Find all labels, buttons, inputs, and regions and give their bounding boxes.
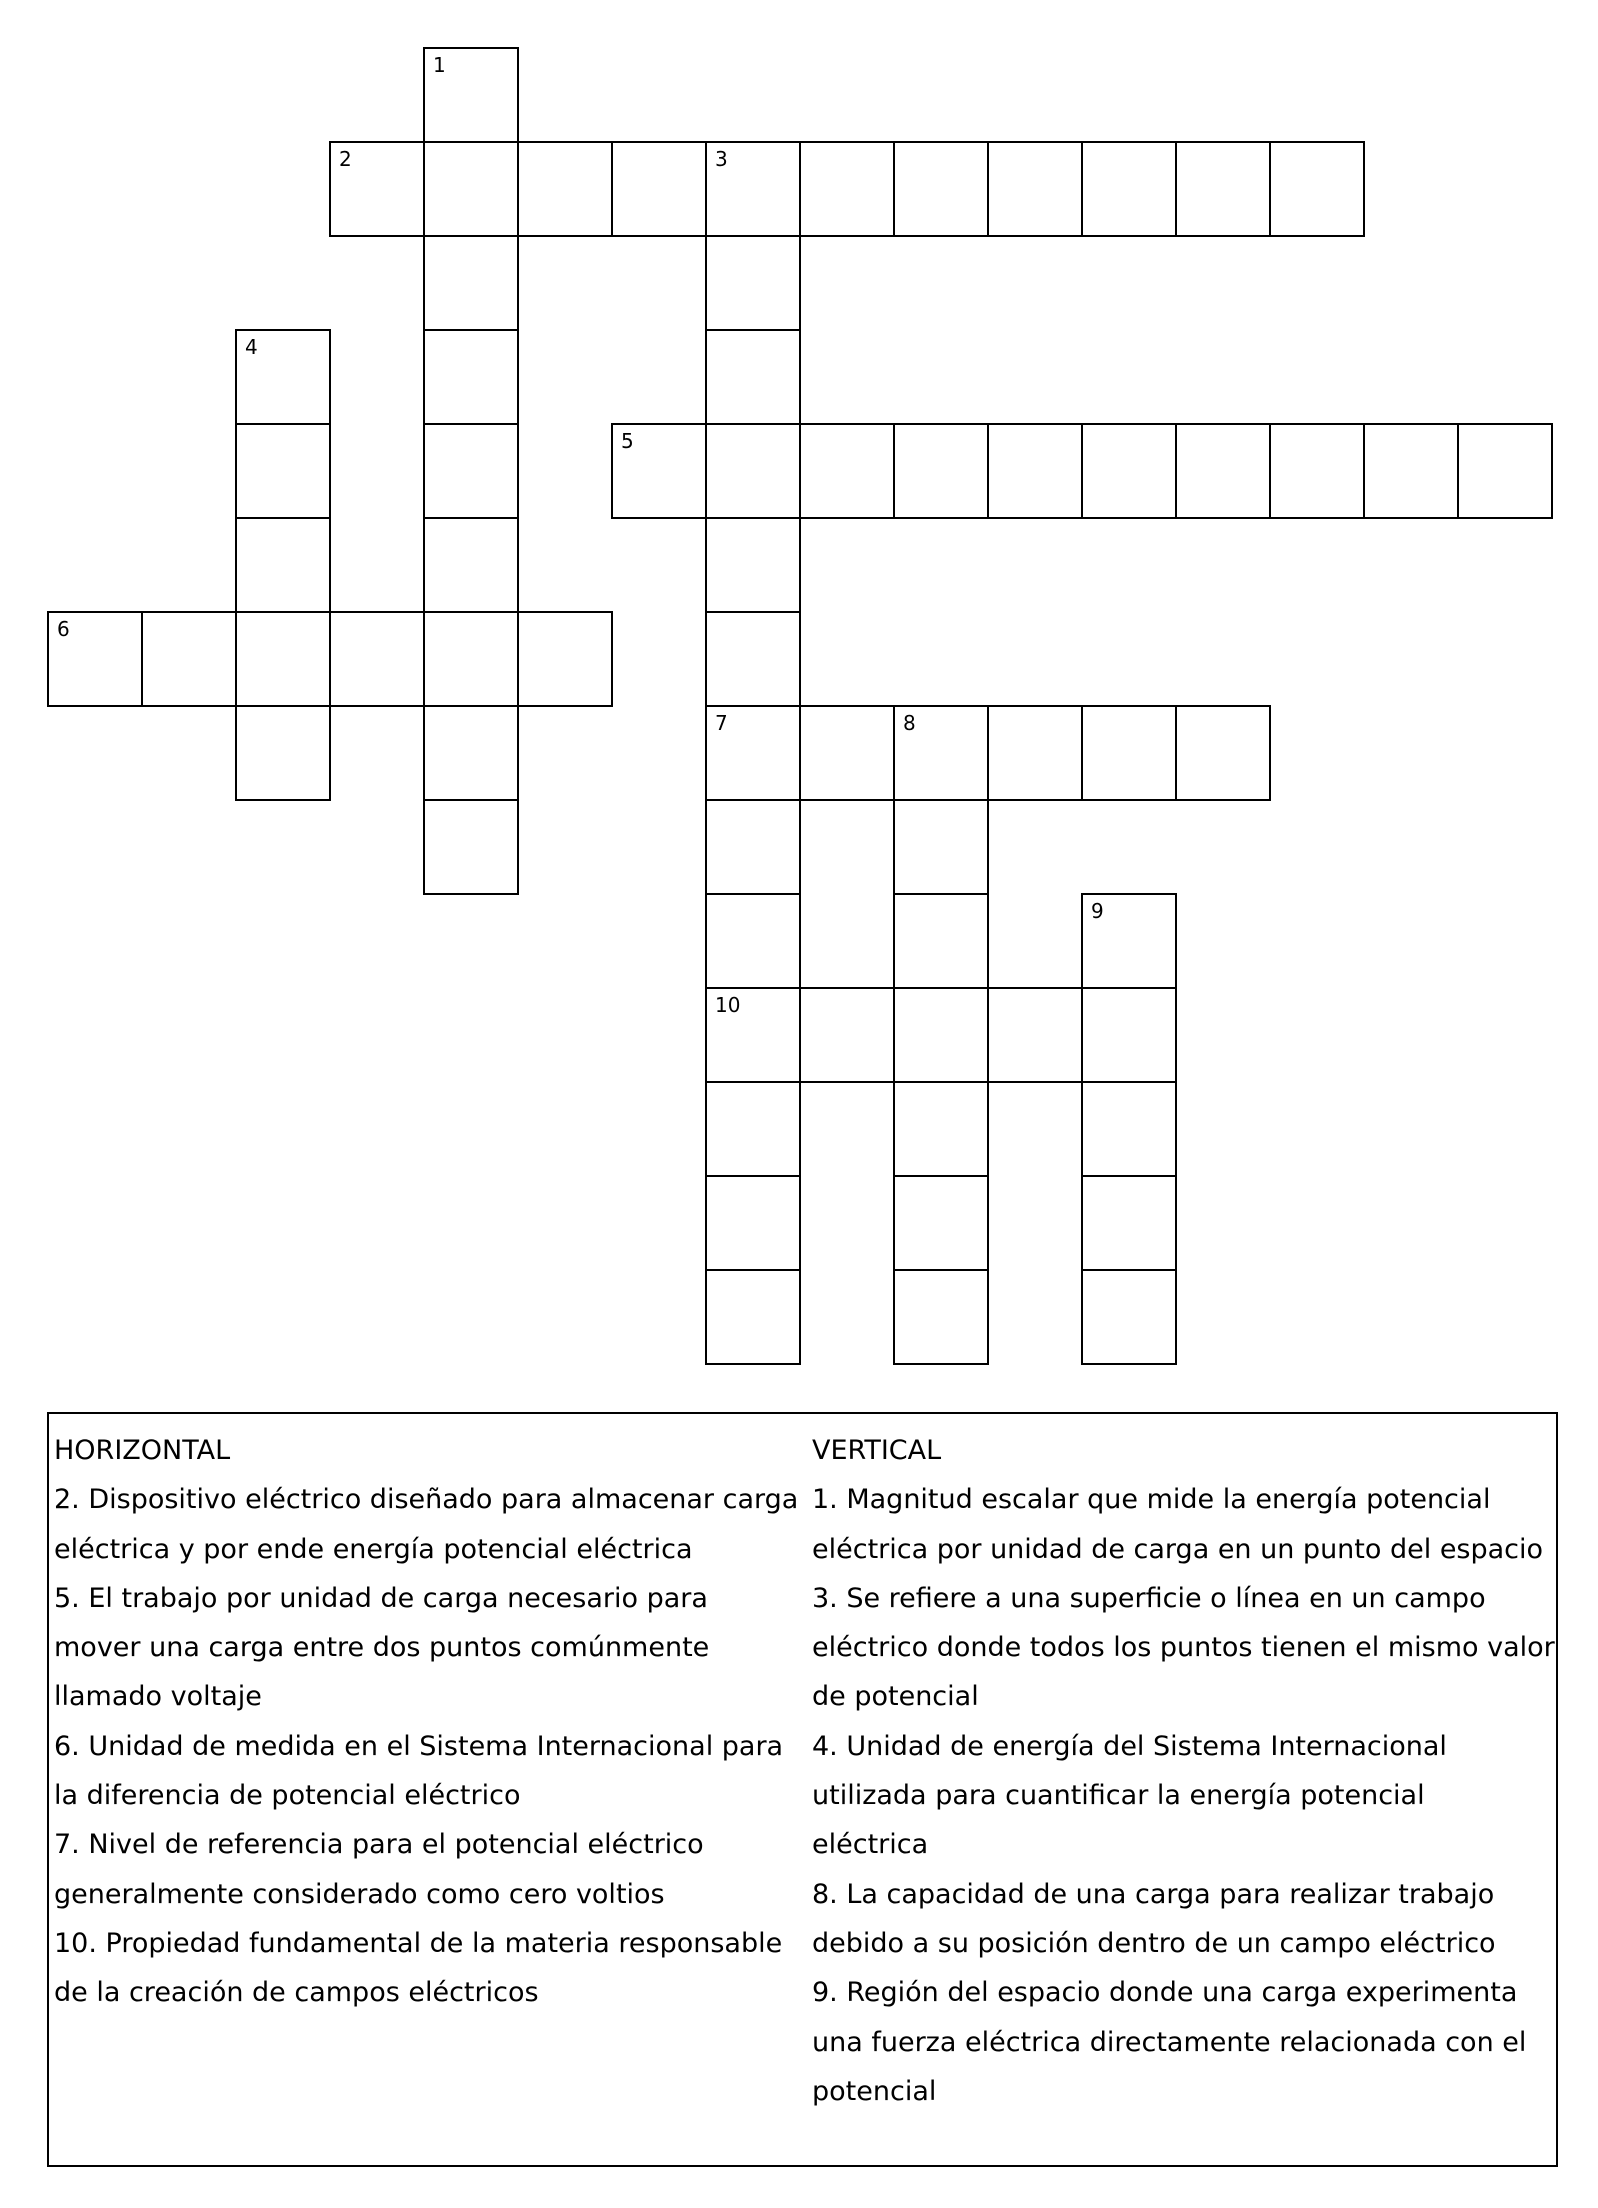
grid-cell[interactable] [1269,423,1365,519]
clue-number: 9 [1091,899,1104,923]
clue-line: 9. Región del espacio donde una carga experimenta [812,1977,1518,2009]
grid-cell[interactable] [987,987,1083,1083]
grid-cell[interactable] [705,893,801,989]
grid-cell[interactable] [705,987,801,1083]
grid-cell[interactable] [1363,423,1459,519]
clue-number: 7 [715,711,728,735]
clue-line: 2. Dispositivo eléctrico diseñado para almacenar carga [54,1484,799,1516]
clue-line: 1. Magnitud escalar que mide la energía potencial [812,1484,1491,1516]
grid-cell[interactable] [235,611,331,707]
grid-cell[interactable] [705,235,801,331]
grid-cell[interactable] [1081,893,1177,989]
clue-line: generalmente considerado como cero voltios [54,1878,665,1910]
grid-cell[interactable] [987,423,1083,519]
grid-cell[interactable] [799,705,895,801]
clue-line: llamado voltaje [54,1681,262,1713]
clue-line: eléctrica por unidad de carga en un punto del espacio [812,1533,1544,1565]
clue-line: una fuerza eléctrica directamente relacionada con el [812,2026,1527,2058]
clue-number: 4 [245,335,258,359]
grid-cell[interactable] [423,799,519,895]
grid-cell[interactable] [893,893,989,989]
grid-cell[interactable] [705,517,801,613]
grid-cell[interactable] [517,141,613,237]
clue-line: 6. Unidad de medida en el Sistema Internacional para [54,1730,784,1762]
grid-cell[interactable] [423,141,519,237]
grid-cell[interactable] [517,611,613,707]
grid-cell[interactable] [705,611,801,707]
grid-cell[interactable] [705,705,801,801]
horizontal-clues [54,1426,809,2018]
grid-cell[interactable] [893,1081,989,1177]
vertical-heading: VERTICAL [812,1435,942,1466]
grid-cell[interactable] [329,611,425,707]
clue-line: 10. Propiedad fundamental de la materia responsable [54,1927,783,1959]
grid-cell[interactable] [611,141,707,237]
clues-box [47,1412,1558,2167]
clue-line: 4. Unidad de energía del Sistema Internacional [812,1730,1447,1762]
clue-number: 2 [339,147,352,171]
clue-line: 3. Se refiere a una superficie o línea en un campo [812,1582,1486,1614]
grid-cell[interactable] [1081,1081,1177,1177]
clue-number: 1 [433,53,446,77]
grid-cell[interactable] [705,423,801,519]
grid-cell[interactable] [893,987,989,1083]
grid-cell[interactable] [893,141,989,237]
clue-line: de potencial [812,1681,979,1713]
grid-cell[interactable] [799,423,895,519]
clue-line: debido a su posición dentro de un campo eléctrico [812,1927,1496,1959]
clue-line: 7. Nivel de referencia para el potencial eléctrico [54,1829,704,1861]
grid-cell[interactable] [987,141,1083,237]
clue-number: 6 [57,617,70,641]
clue-line: eléctrica y por ende energía potencial eléctrica [54,1533,693,1565]
grid-cell[interactable] [893,1175,989,1271]
grid-cell[interactable] [799,141,895,237]
grid-cell[interactable] [235,329,331,425]
grid-cell[interactable] [705,1269,801,1365]
clue-number: 8 [903,711,916,735]
grid-cell[interactable] [1081,987,1177,1083]
grid-cell[interactable] [235,423,331,519]
grid-cell[interactable] [423,423,519,519]
clue-number: 5 [621,429,634,453]
grid-cell[interactable] [987,705,1083,801]
grid-cell[interactable] [423,705,519,801]
grid-cell[interactable] [235,705,331,801]
grid-cell[interactable] [893,705,989,801]
grid-cell[interactable] [705,329,801,425]
grid-cell[interactable] [1081,423,1177,519]
clue-line: mover una carga entre dos puntos comúnmente [54,1632,710,1664]
grid-cell[interactable] [423,47,519,143]
clue-line: utilizada para cuantificar la energía potencial [812,1780,1425,1812]
grid-cell[interactable] [141,611,237,707]
grid-cell[interactable] [705,799,801,895]
grid-cell[interactable] [893,1269,989,1365]
grid-cell[interactable] [893,423,989,519]
grid-cell[interactable] [1081,1175,1177,1271]
grid-cell[interactable] [423,611,519,707]
grid-cell[interactable] [1175,141,1271,237]
grid-cell[interactable] [1175,423,1271,519]
grid-cell[interactable] [1081,1269,1177,1365]
grid-cell[interactable] [611,423,707,519]
clue-number: 3 [715,147,728,171]
grid-cell[interactable] [1175,705,1271,801]
grid-cell[interactable] [423,517,519,613]
clue-number: 10 [715,993,741,1017]
grid-cell[interactable] [1081,141,1177,237]
clue-line: la diferencia de potencial eléctrico [54,1780,521,1812]
grid-cell[interactable] [893,799,989,895]
vertical-clues [812,1426,1557,2116]
grid-cell[interactable] [705,141,801,237]
grid-cell[interactable] [799,987,895,1083]
grid-cell[interactable] [329,141,425,237]
grid-cell[interactable] [423,329,519,425]
grid-cell[interactable] [423,235,519,331]
grid-cell[interactable] [47,611,143,707]
clue-line: potencial [812,2075,937,2107]
clue-line: eléctrica [812,1829,929,1861]
grid-cell[interactable] [235,517,331,613]
grid-cell[interactable] [705,1081,801,1177]
grid-cell[interactable] [705,1175,801,1271]
grid-cell[interactable] [1081,705,1177,801]
grid-cell[interactable] [1457,423,1553,519]
clue-line: eléctrico donde todos los puntos tienen el mismo valor [812,1632,1555,1664]
grid-cell[interactable] [1269,141,1365,237]
clue-line: 8. La capacidad de una carga para realizar trabajo [812,1878,1495,1910]
clue-line: de la creación de campos eléctricos [54,1977,539,2009]
horizontal-heading: HORIZONTAL [54,1435,231,1466]
clue-line: 5. El trabajo por unidad de carga necesario para [54,1582,708,1614]
